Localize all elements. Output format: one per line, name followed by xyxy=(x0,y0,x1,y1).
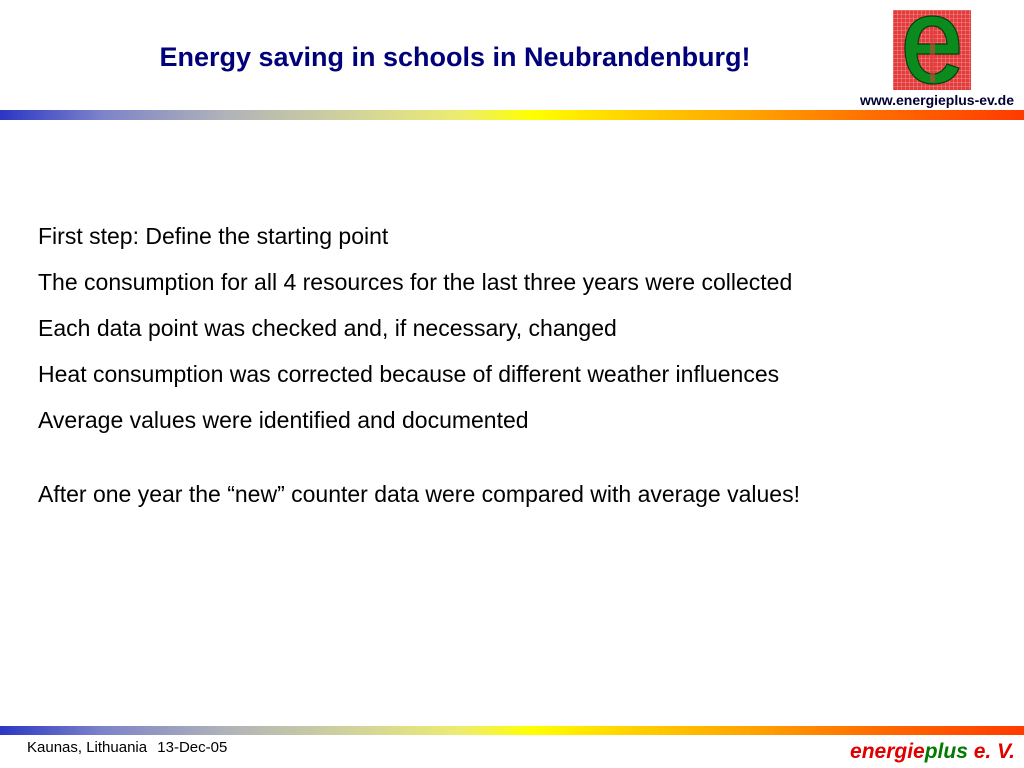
brand-energie: energie xyxy=(850,740,925,763)
body-line: First step: Define the starting point xyxy=(38,223,389,249)
energieplus-e-logo-icon xyxy=(893,10,971,90)
header-gradient-bar xyxy=(0,110,1024,120)
slide-body xyxy=(38,222,1008,526)
footer-brand xyxy=(850,740,1015,764)
footer-date: 13-Dec-05 xyxy=(157,739,228,756)
brand-ev: e. V. xyxy=(967,740,1015,763)
body-line: Heat consumption was corrected because of different weather influences xyxy=(38,361,780,387)
footer-location: Kaunas, Lithuania xyxy=(27,739,148,756)
website-url: www.energieplus-ev.de xyxy=(859,92,1014,108)
footer-gradient-bar xyxy=(0,726,1024,735)
body-line: The consumption for all 4 resources for the last three years were collected xyxy=(38,269,793,295)
conclusion-line: After one year the “new” counter data were compared with average values! xyxy=(38,481,800,507)
footer-info xyxy=(27,739,227,757)
slide-title: Energy saving in schools in Neubrandenburg! xyxy=(159,42,751,72)
brand-plus: plus xyxy=(924,740,968,763)
body-line: Average values were identified and documented xyxy=(38,407,529,433)
body-line: Each data point was checked and, if necessary, changed xyxy=(38,315,617,341)
